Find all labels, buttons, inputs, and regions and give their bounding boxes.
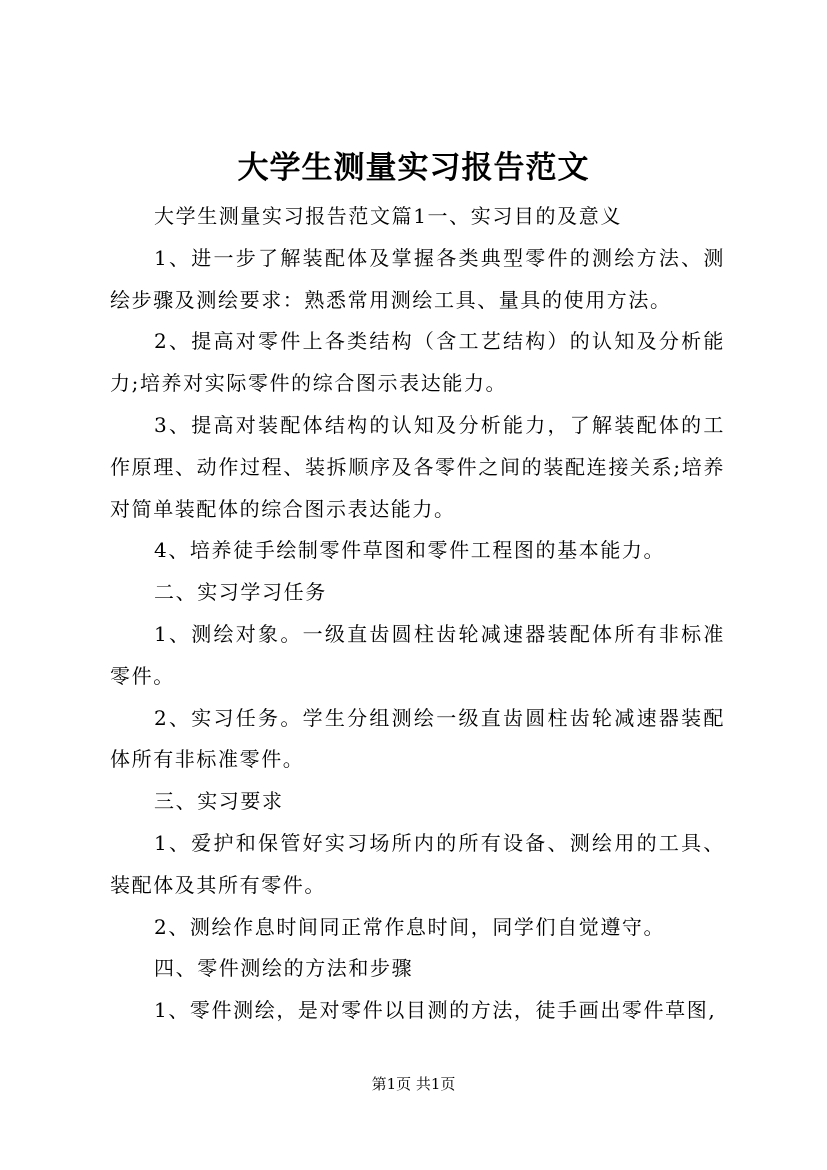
section-heading-tasks: 二、实习学习任务 bbox=[154, 580, 327, 605]
paragraph-goal-3: 3、提高对装配体结构的认知及分析能力，了解装配体的工作原理、动作过程、装拆顺序及各零件之间的装配连接关系;培养对简单装配体的综合图示表达能力。 bbox=[110, 412, 725, 521]
section-heading-methods: 四、零件测绘的方法和步骤 bbox=[154, 956, 414, 981]
paragraph-task-2: 2、实习任务。学生分组测绘一级直齿圆柱齿轮减速器装配体所有非标准零件。 bbox=[110, 705, 725, 772]
paragraph-requirement-2: 2、测绘作息时间同正常作息时间，同学们自觉遵守。 bbox=[154, 914, 666, 939]
paragraph-goal-4: 4、培养徒手绘制零件草图和零件工程图的基本能力。 bbox=[154, 538, 666, 563]
paragraph-goal-2: 2、提高对零件上各类结构（含工艺结构）的认知及分析能力;培养对实际零件的综合图示表达能力。 bbox=[110, 329, 725, 396]
document-body bbox=[110, 196, 725, 1032]
paragraph-requirement-1: 1、爱护和保管好实习场所内的所有设备、测绘用的工具、装配体及其所有零件。 bbox=[110, 830, 725, 897]
paragraph-task-1: 1、测绘对象。一级直齿圆柱齿轮减速器装配体所有非标准零件。 bbox=[110, 621, 725, 688]
section-heading-requirements: 三、实习要求 bbox=[154, 789, 284, 814]
document-title: 大学生测量实习报告范文 bbox=[237, 150, 590, 186]
page-footer: 第1页 共1页 bbox=[371, 1075, 456, 1093]
paragraph-intro: 大学生测量实习报告范文篇1一、实习目的及意义 bbox=[154, 204, 622, 228]
paragraph-goal-1: 1、进一步了解装配体及掌握各类典型零件的测绘方法、测绘步骤及测绘要求：熟悉常用测绘工具、量具的使用方法。 bbox=[110, 245, 725, 312]
paragraph-method-1: 1、零件测绘，是对零件以目测的方法，徒手画出零件草图, bbox=[154, 998, 717, 1023]
